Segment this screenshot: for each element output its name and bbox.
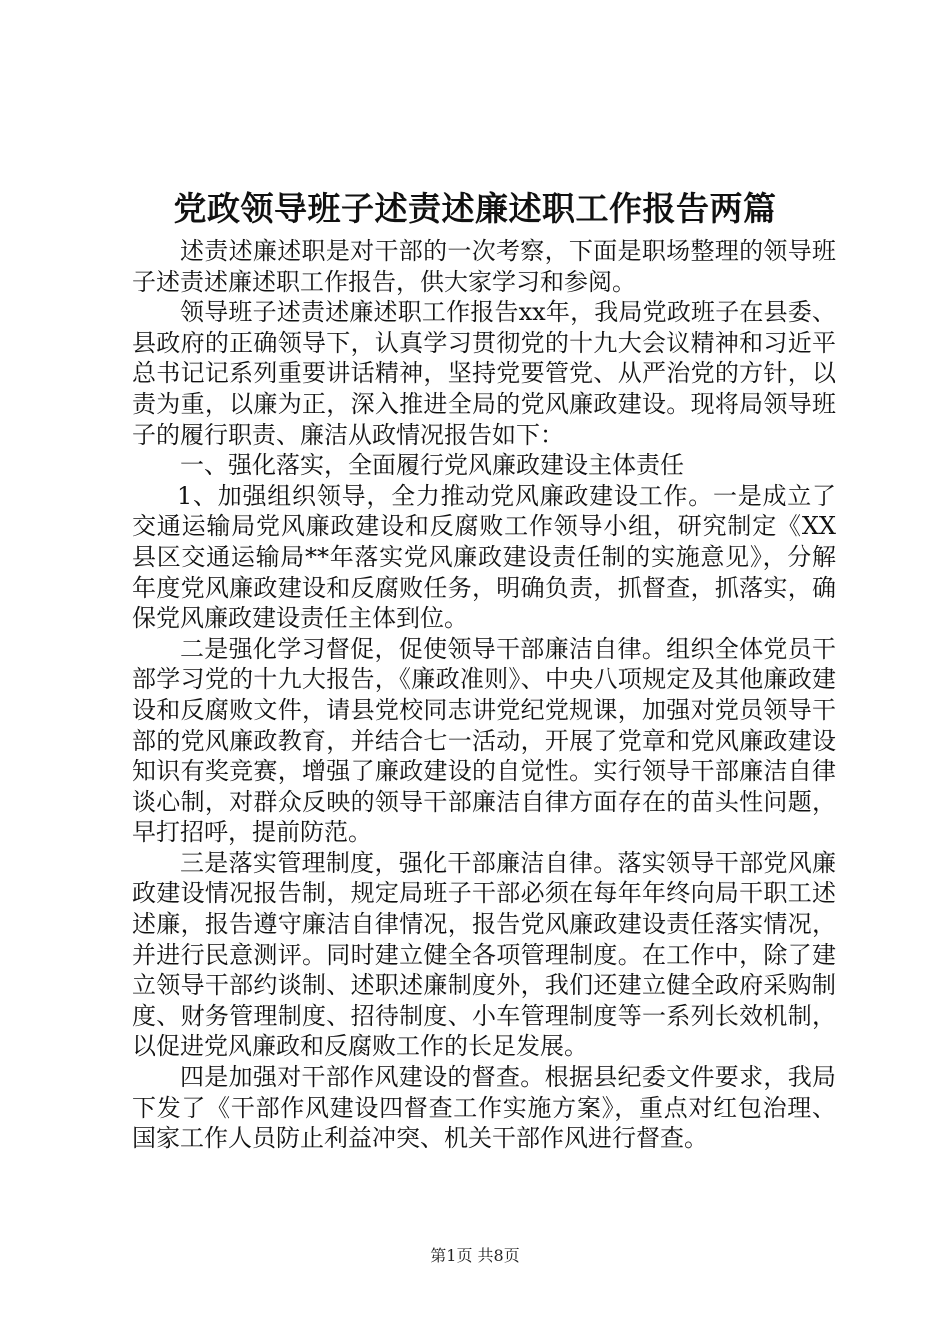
paragraph-report-opening: 领导班子述责述廉述职工作报告xx年，我局党政班子在县委、县政府的正确领导下，认真学习贯彻党的十九大会议精神和习近平总书记记系列重要讲话精神，坚持党要管党、从严治党的方针，以责为重，以廉为正，深入推进全局的党风廉政建设。现将局领导班子的履行职责、廉洁从政情况报告如下： — [132, 298, 836, 449]
paragraph-item-4: 四是加强对干部作风建设的督查。根据县纪委文件要求，我局下发了《干部作风建设四督查工作实施方案》，重点对红包治理、国家工作人员防止利益冲突、机关干部作风进行督查。 — [132, 1063, 836, 1153]
paragraph-item-2: 二是强化学习督促，促使领导干部廉洁自律。组织全体党员干部学习党的十九大报告，《廉政准则》、中央八项规定及其他廉政建设和反腐败文件，请县党校同志讲党纪党规课，加强对党员领导干部的党风廉政教育，并结合七一活动，开展了党章和党风廉政建设知识有奖竞赛，增强了廉政建设的自觉性。实行领导干部廉洁自律谈心制，对群众反映的领导干部廉洁自律方面存在的苗头性问题，早打招呼，提前防范。 — [132, 634, 836, 847]
paragraph-intro: 述责述廉述职是对干部的一次考察，下面是职场整理的领导班子述责述廉述职工作报告，供大家学习和参阅。 — [132, 237, 836, 296]
paragraph-item-3: 三是落实管理制度，强化干部廉洁自律。落实领导干部党风廉政建设情况报告制，规定局班子干部必须在每年年终向局干职工述述廉，报告遵守廉洁自律情况，报告党风廉政建设责任落实情况，并进行民意测评。同时建立健全各项管理制度。在工作中，除了建立领导干部约谈制、述职述廉制度外，我们还建立健全政府采购制度、财务管理制度、招待制度、小车管理制度等一系列长效机制，以促进党风廉政和反腐败工作的长足发展。 — [132, 848, 836, 1061]
paragraph-item-1: 1、加强组织领导，全力推动党风廉政建设工作。一是成立了交通运输局党风廉政建设和反腐败工作领导小组，研究制定《XX县区交通运输局**年落实党风廉政建设责任制的实施意见》，分解年度党风廉政建设和反腐败任务，明确负责，抓督查，抓落实，确保党风廉政建设责任主体到位。 — [132, 481, 836, 633]
document-title: 党政领导班子述责述廉述职工作报告两篇 — [173, 189, 777, 228]
page-number-footer: 第1页 共8页 — [430, 1246, 520, 1265]
document-body — [132, 236, 836, 1154]
section-heading-1: 一、强化落实，全面履行党风廉政建设主体责任 — [180, 451, 684, 480]
